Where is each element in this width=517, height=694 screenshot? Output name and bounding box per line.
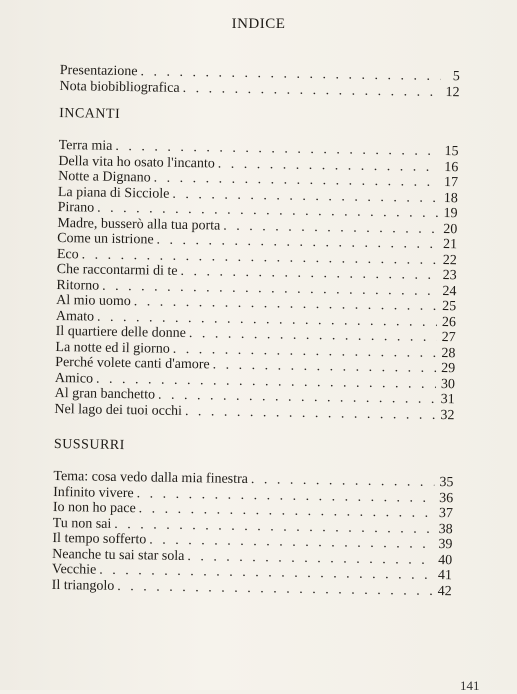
toc-entry-title: Tu non sai	[52, 515, 112, 532]
intro-entries	[59, 63, 459, 100]
toc-entry-title: Come un istrione	[57, 230, 154, 248]
toc-entry-title: Al mio uomo	[56, 292, 131, 310]
toc-entry-title: Al gran banchetto	[54, 385, 156, 403]
toc-entry-title: Neanche tu sai star sola	[52, 546, 185, 564]
toc-entry-page: 18	[443, 190, 458, 206]
toc-entry-page: 42	[437, 583, 452, 599]
toc-entry-page: 5	[452, 69, 460, 85]
toc-entry-title: Infinito vivere	[53, 484, 134, 501]
toc-entry-page: 30	[440, 376, 456, 392]
page-number: 141	[460, 678, 480, 693]
toc-leader-dots	[183, 80, 441, 100]
toc-entry-title: Eco	[56, 246, 79, 262]
toc-entry-page: 40	[438, 552, 453, 568]
toc-entry-title: Il triangolo	[51, 577, 115, 594]
toc-entry-title: Amico	[54, 370, 94, 387]
toc-entry-page: 19	[443, 206, 458, 222]
toc-entry-page: 32	[440, 407, 455, 423]
toc-entry-title: Notte a Dignano	[58, 168, 151, 186]
table-of-contents	[52, 58, 460, 599]
toc-entry-title: La notte ed il giorno	[55, 339, 170, 357]
toc-entry-page: 21	[442, 237, 458, 253]
toc-entry-title: Della vita ho osato l'incanto	[58, 153, 215, 171]
toc-entry-page: 16	[444, 159, 459, 175]
toc-entry-title: Madre, busserò alla tua porta	[57, 215, 221, 234]
toc-entry-title: Amato	[55, 308, 95, 325]
toc-entry-page: 12	[445, 84, 460, 100]
section-heading-sussurri: SUSSURRI	[53, 436, 125, 454]
section-entries-sussurri	[52, 469, 454, 599]
toc-entry-page: 17	[443, 175, 459, 191]
toc-entry-page: 38	[438, 521, 453, 537]
toc-entry-page: 39	[438, 537, 453, 553]
toc-entry-page: 27	[441, 330, 456, 346]
toc-entry-page: 31	[440, 392, 455, 408]
toc-entry-title: Vecchie	[51, 561, 97, 578]
toc-entry-page: 36	[439, 490, 454, 506]
toc-entry-page: 20	[443, 221, 458, 237]
toc-entry-page: 24	[442, 283, 457, 299]
section-heading-incanti: INCANTI	[59, 105, 121, 122]
toc-entry-title: Presentazione	[59, 62, 138, 80]
toc-entry-title: La piana di Sicciole	[57, 184, 170, 202]
page-title: INDICE	[231, 16, 286, 32]
toc-entry-page: 26	[441, 314, 457, 330]
toc-entry-page: 29	[441, 361, 456, 377]
toc-entry-page: 15	[444, 144, 459, 160]
toc-entry-page: 23	[442, 268, 457, 284]
toc-entry-page: 22	[442, 252, 457, 268]
toc-entry-title: Pirano	[57, 199, 95, 216]
toc-entry-page: 28	[441, 345, 456, 361]
toc-entry-title: Che raccontarmi di te	[56, 261, 178, 279]
toc-entry-page: 37	[438, 506, 454, 522]
toc-entry-title: Tema: cosa vedo dalla mia finestra	[53, 468, 249, 488]
toc-entry-title: Nota biobibliografica	[59, 78, 180, 96]
toc-entry-title: Terra mia	[58, 137, 113, 154]
section-entries-incanti	[54, 138, 458, 423]
toc-entry-title: Nel lago dei tuoi occhi	[54, 401, 183, 419]
toc-entry-title: Il quartiere delle donne	[55, 323, 187, 342]
toc-entry-title: Il tempo sofferto	[52, 530, 147, 548]
toc-entry-page: 25	[442, 299, 457, 315]
toc-entry-title: Ritorno	[56, 277, 100, 294]
toc-entry-title: Io non ho pace	[52, 499, 136, 517]
toc-entry-title: Perché volete canti d'amore	[55, 354, 210, 373]
toc-leader-dots	[185, 404, 436, 424]
toc-entry-page: 35	[439, 475, 454, 491]
toc-entry-page: 41	[437, 568, 453, 584]
